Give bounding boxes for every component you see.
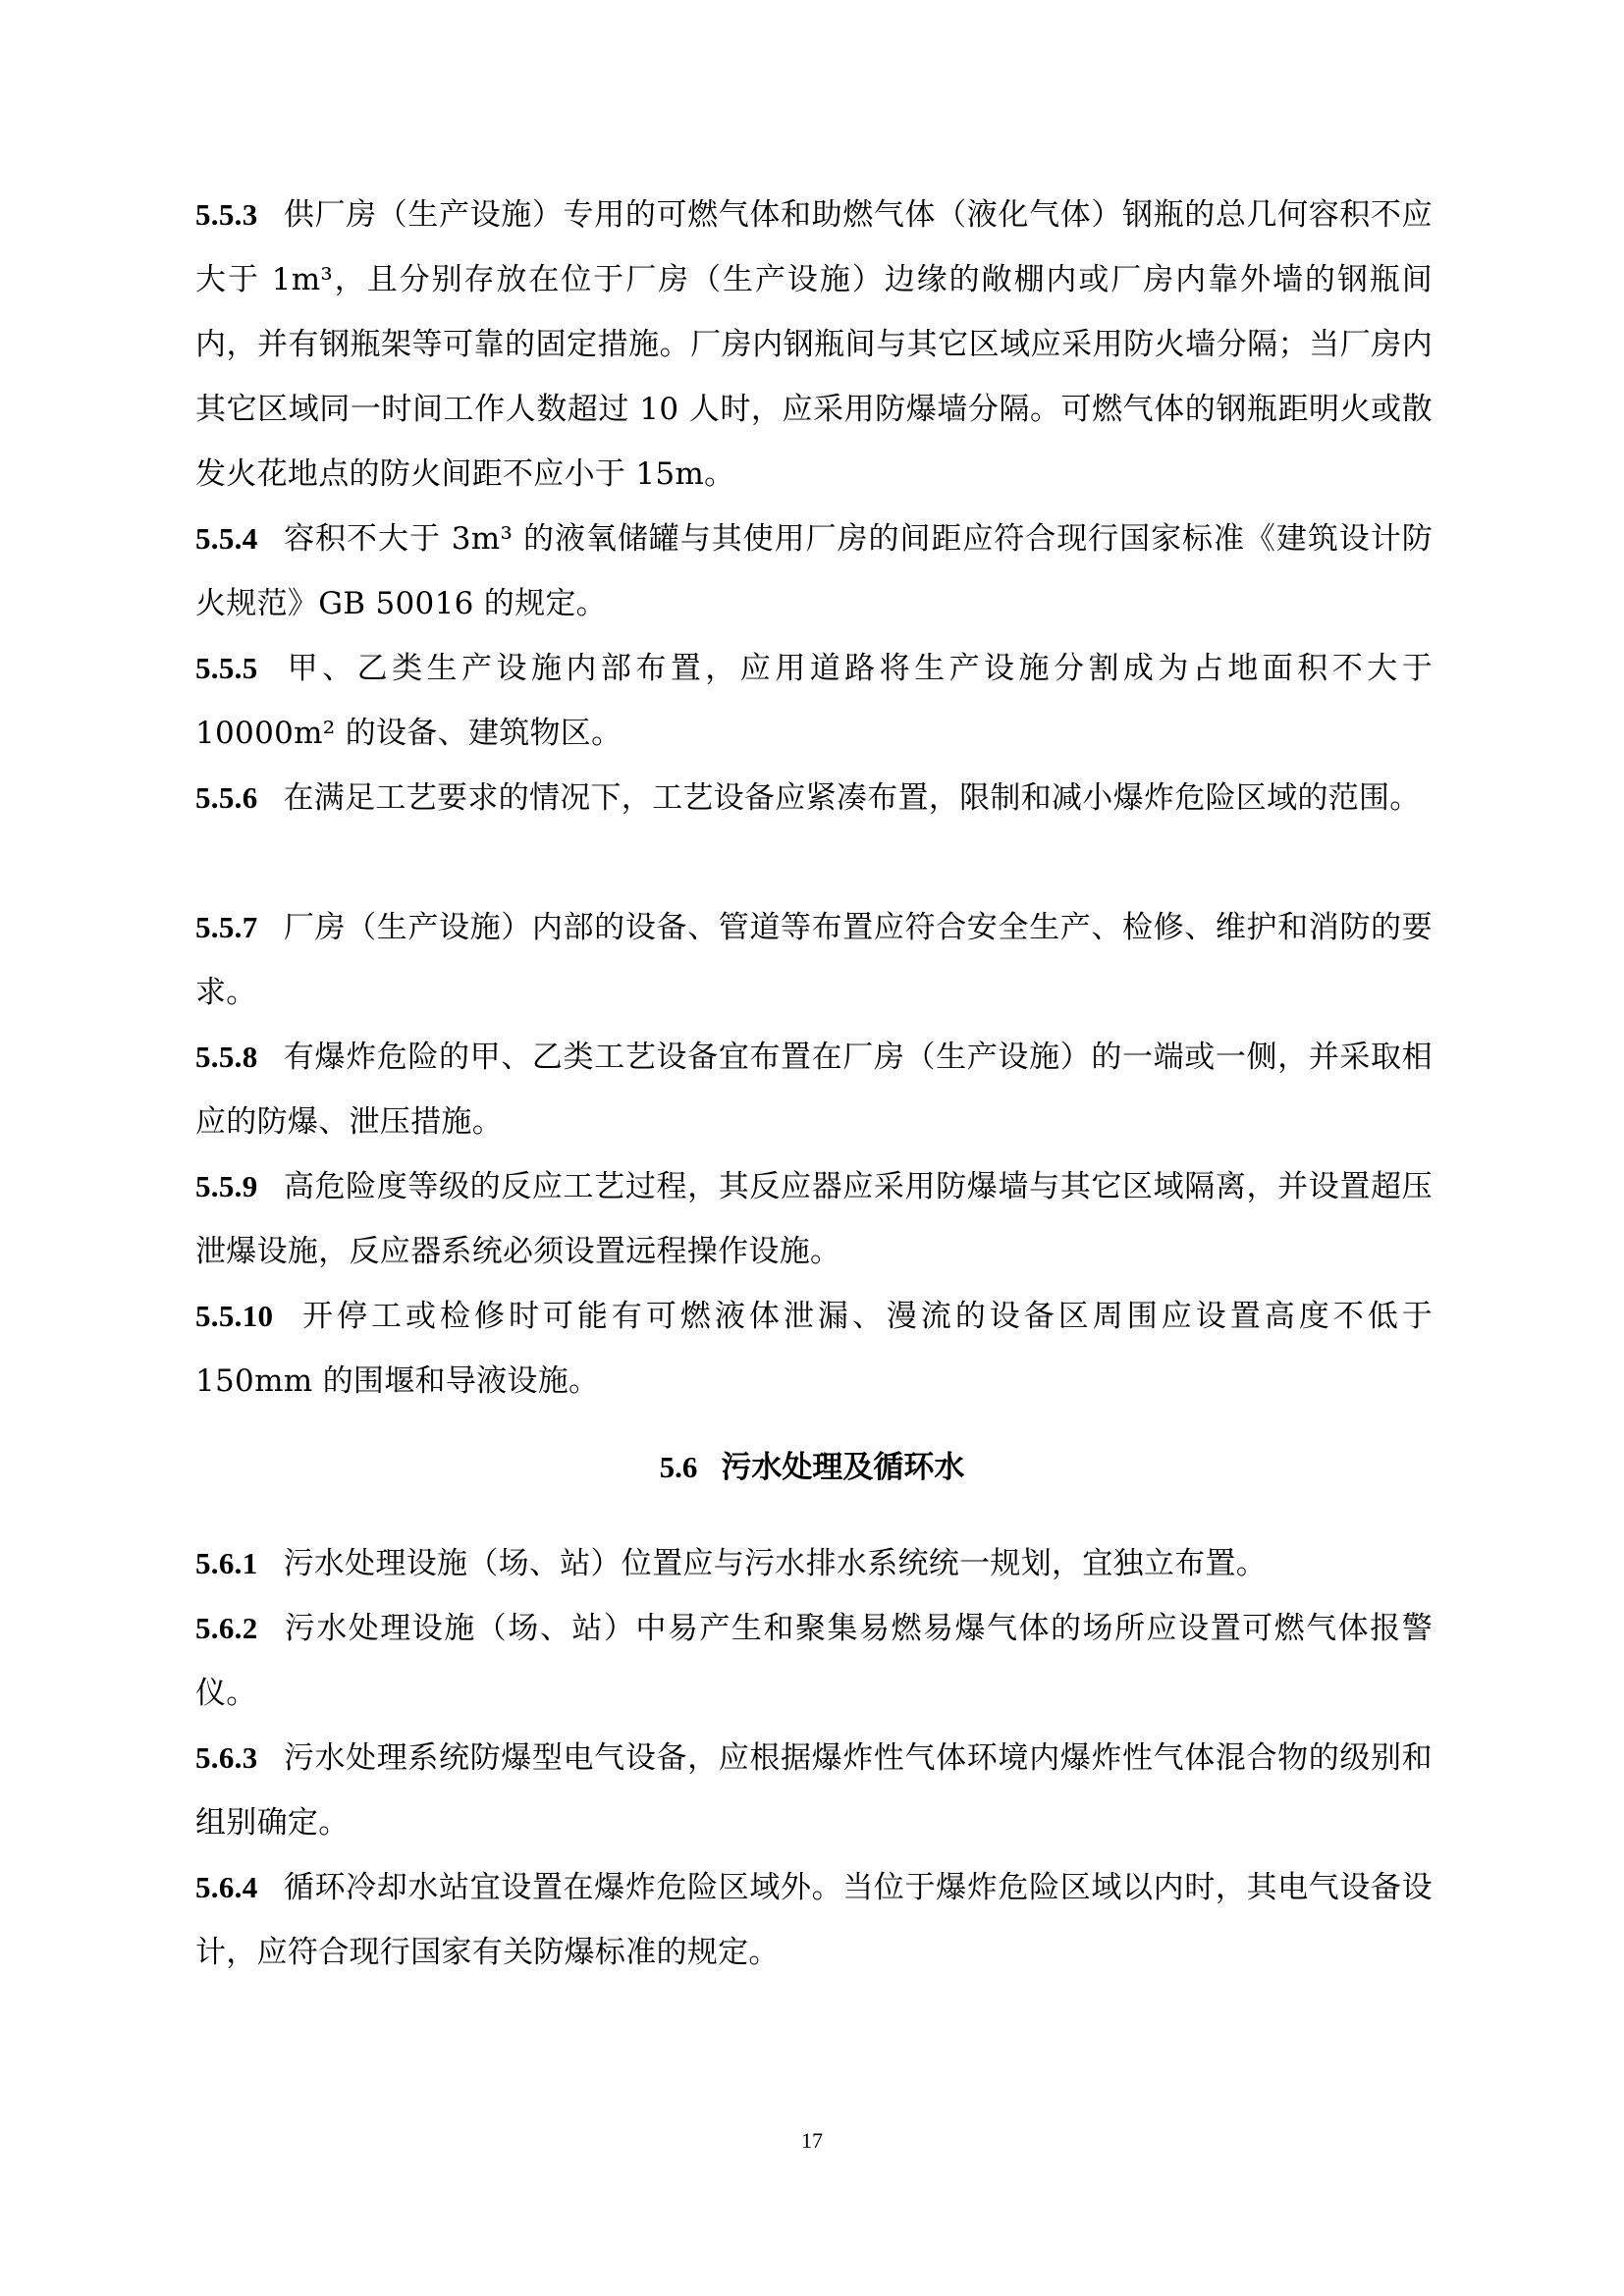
clause-number: 5.5.7: [195, 910, 258, 944]
clause-5-6-1: [195, 1531, 1433, 1596]
clause-number: 5.5.8: [195, 1040, 258, 1074]
clause-text: 甲、乙类生产设施内部布置，应用道路将生产设施分割成为占地面积不大于 10000m² 的设备、建筑物区。: [195, 651, 1433, 751]
page-number: 17: [801, 2128, 823, 2153]
clause-number: 5.5.5: [195, 651, 258, 685]
section-heading: [0, 1435, 1624, 1500]
clause-5-6-2: [195, 1596, 1433, 1726]
clause-text: 高危险度等级的反应工艺过程，其反应器应采用防爆墙与其它区域隔离，并设置超压泄爆设施，反应器系统必须设置远程操作设施。: [195, 1169, 1433, 1269]
clause-5-5-3: [195, 183, 1433, 507]
clause-5-5-10: [195, 1284, 1433, 1414]
section-title: 污水处理及循环水: [721, 1450, 965, 1485]
clause-text: 开停工或检修时可能有可燃液体泄漏、漫流的设备区周围应设置高度不低于 150mm 的围堰和导液设施。: [195, 1299, 1433, 1399]
clause-5-5-8: [195, 1025, 1433, 1154]
clause-text: 有爆炸危险的甲、乙类工艺设备宜布置在厂房（生产设施）的一端或一侧，并采取相应的防爆、泄压措施。: [195, 1040, 1433, 1140]
clause-5-5-4: [195, 507, 1433, 636]
clause-number: 5.6.1: [195, 1546, 258, 1580]
clause-5-6-3: [195, 1726, 1433, 1855]
clause-text: 供厂房（生产设施）专用的可燃气体和助燃气体（液化气体）钢瓶的总几何容积不应大于 1m³，且分别存放在位于厂房（生产设施）边缘的敞棚内或厂房内靠外墙的钢瓶间内，并有钢瓶架等可靠的固定措施。厂房内钢瓶间与其它区域应采用防火墙分隔；当厂房内其它区域同一时间工作人数超过 10 人时，应采用防爆墙分隔。可燃气体的钢瓶距明火或散发火花地点的防火间距不应小于 15m。: [195, 197, 1433, 492]
clause-5-6-4: [195, 1855, 1433, 1985]
clause-5-5-6: [195, 766, 1433, 830]
clause-text: 厂房（生产设施）内部的设备、管道等布置应符合安全生产、检修、维护和消防的要求。: [195, 910, 1433, 1010]
clause-text: 污水处理设施（场、站）中易产生和聚集易燃易爆气体的场所应设置可燃气体报警仪。: [195, 1611, 1433, 1711]
clause-number: 5.6.2: [195, 1611, 258, 1645]
clause-number: 5.5.4: [195, 521, 258, 556]
clause-number: 5.5.10: [195, 1299, 274, 1333]
clause-5-5-7: [195, 895, 1433, 1025]
clause-text: 污水处理系统防爆型电气设备，应根据爆炸性气体环境内爆炸性气体混合物的级别和组别确定。: [195, 1740, 1433, 1841]
clause-number: 5.5.9: [195, 1169, 258, 1203]
clause-5-5-5: [195, 636, 1433, 766]
clause-5-5-9: [195, 1154, 1433, 1284]
clause-number: 5.6.3: [195, 1740, 258, 1775]
clause-text: 循环冷却水站宜设置在爆炸危险区域外。当位于爆炸危险区域以内时，其电气设备设计，应符合现行国家有关防爆标准的规定。: [195, 1870, 1433, 1970]
clause-number: 5.5.6: [195, 780, 258, 815]
clause-text: 容积不大于 3m³ 的液氧储罐与其使用厂房的间距应符合现行国家标准《建筑设计防火规范》GB 50016 的规定。: [195, 521, 1433, 621]
clause-text: 在满足工艺要求的情况下，工艺设备应紧凑布置，限制和减小爆炸危险区域的范围。: [283, 780, 1421, 816]
clause-number: 5.6.4: [195, 1870, 258, 1904]
clause-number: 5.5.3: [195, 197, 258, 232]
clause-text: 污水处理设施（场、站）位置应与污水排水系统统一规划，宜独立布置。: [283, 1546, 1268, 1581]
section-number: 5.6: [659, 1450, 698, 1484]
